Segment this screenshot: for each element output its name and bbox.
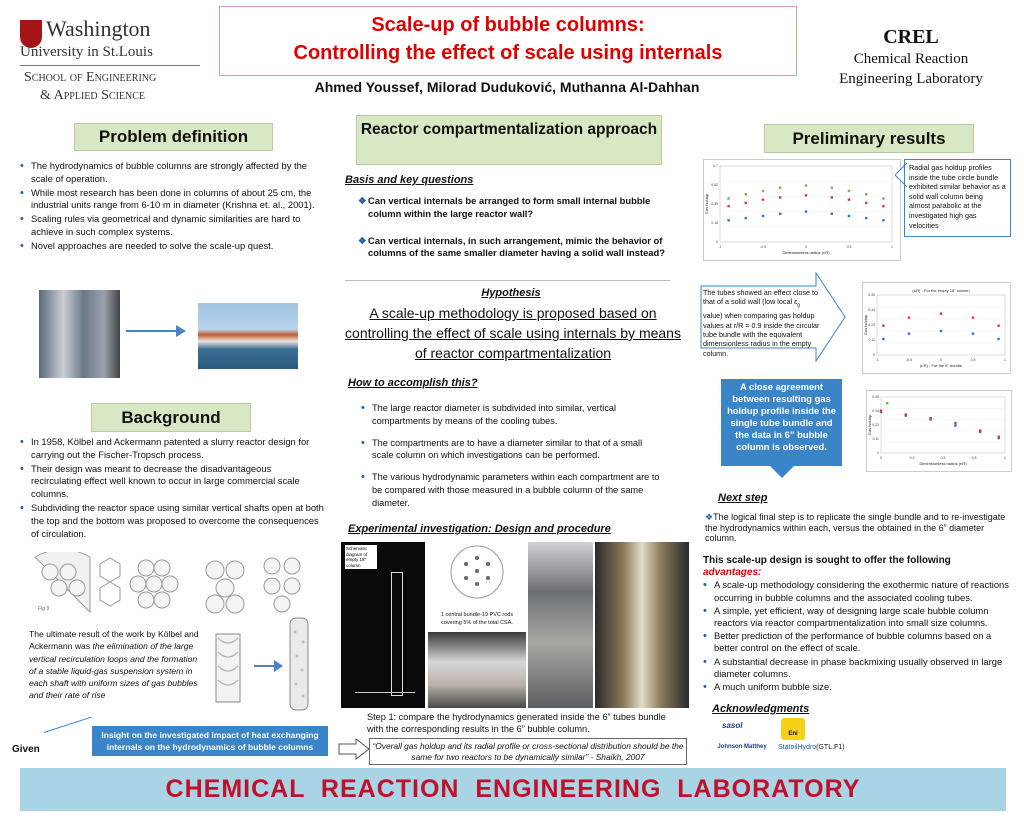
given-connector <box>44 717 92 733</box>
agreement-box <box>721 379 842 466</box>
plot-area <box>877 295 1005 355</box>
crel-line2: Chemical Reaction <box>853 51 969 67</box>
data-point <box>865 202 867 204</box>
data-point <box>954 424 956 426</box>
hypothesis-heading: Hypothesis <box>481 287 541 299</box>
y-tick-label: 0.52 <box>711 183 718 187</box>
data-point <box>929 417 931 419</box>
data-point <box>848 215 850 217</box>
arrow-icon <box>126 330 178 332</box>
approach-heading: Reactor compartmentalization approach <box>356 115 662 165</box>
ack-heading: Acknowledgments <box>712 703 810 715</box>
x-tick-label: 1 <box>1004 358 1006 362</box>
quote-text: “Overall gas holdup and its radial profile or cross-sectional distribution should be the same for two reactors to be dynamically similar” - Shaikh, 2007 <box>372 741 684 762</box>
problem-body <box>19 160 324 254</box>
x-tick-label: -1 <box>718 245 722 249</box>
data-point <box>882 205 884 207</box>
figure-circle <box>42 564 58 580</box>
figure-caption: Fig 9 <box>38 606 50 612</box>
y-axis-label: Gas holdup <box>704 193 709 215</box>
footer-text: CHEMICAL REACTION ENGINEERING LABORATORY <box>165 775 861 803</box>
advantage-bullet: • A substantial decrease in phase backmixing usually observed in large diameter columns. <box>712 656 1013 680</box>
step1-text: Step 1: compare the hydrodynamics generated inside the 6” tubes bundle with the corresponding results in the 6” bubble column. <box>367 712 666 734</box>
gtl-text: (GTL.F1) <box>816 744 845 751</box>
y-tick-label: 0 <box>716 240 718 244</box>
chart-1-svg <box>704 160 900 260</box>
data-point <box>997 324 999 326</box>
how-bullet: • The various hydrodynamic parameters within each compartment are to be compared with those measured in a bubble column of the same diameter. <box>370 471 660 509</box>
result-italic: the elimination of the large vertical recirculation loops and the formation of a stable liquid-gas suspension system in each shaft with uniform sizes of gas bubbles and their rate of rise <box>29 641 198 701</box>
data-point <box>972 332 974 334</box>
title-line2: Controlling the effect of scale using internals <box>293 42 723 64</box>
figure-circle <box>264 558 280 574</box>
advantage-bullet: • A scale-up methodology considering the exothermic nature of reactions occurring in bubble columns and the associated cooling tubes. <box>712 579 1013 603</box>
data-point <box>882 324 884 326</box>
questions <box>360 195 680 260</box>
chart-bundle-vs-6in <box>866 390 1012 472</box>
advantages-body <box>703 555 1013 694</box>
how-body <box>360 402 660 519</box>
callout-radial: Radial gas holdup profiles inside the tube circle bundle exhibited similar behavior as a solid wall column being almost parabolic at the investigated high gas velocities <box>904 159 1011 237</box>
basis-heading: Basis and key questions <box>345 174 474 186</box>
data-point <box>779 213 781 215</box>
data-point <box>979 429 981 431</box>
given-label: Given <box>12 744 40 755</box>
figure-circle <box>154 592 170 608</box>
right-arrow-icon <box>338 738 370 760</box>
results-heading: Preliminary results <box>764 124 974 153</box>
data-point <box>908 332 910 334</box>
data-point <box>908 316 910 318</box>
data-point <box>831 213 833 215</box>
figure-hex-cell <box>100 558 120 582</box>
kolbel-result <box>29 628 201 702</box>
figure-circle <box>138 560 154 576</box>
result-lead: The ultimate result of the work by Kölbel and Ackermann was <box>29 629 199 652</box>
data-point <box>727 197 729 199</box>
y-tick-label: 0.23 <box>868 323 875 327</box>
question-2 <box>360 235 680 261</box>
bundle-label: 1 central bundle-19 PVC rods covering 5% of the total CSA. <box>440 612 514 626</box>
diamond-icon: ❖ <box>358 195 367 206</box>
shaft-reactor-drawing-2 <box>284 612 314 716</box>
data-point <box>779 196 781 198</box>
schematic-base <box>355 692 415 693</box>
y-tick-label: 0.34 <box>872 409 879 413</box>
x-tick-label: 0 <box>805 245 807 249</box>
data-point <box>905 413 907 415</box>
ship-photo <box>198 303 298 369</box>
column-internals-photo <box>595 542 689 708</box>
x-tick-label: 0.8 <box>971 456 977 460</box>
figure-circle <box>284 578 300 594</box>
data-point <box>805 194 807 196</box>
x-tick-label: 0 <box>940 358 942 362</box>
tubes-callout-a: The tubes showed an effect close to that of a solid wall (low local ε <box>703 288 818 307</box>
data-point <box>972 316 974 318</box>
data-point <box>848 198 850 200</box>
figure-circle <box>130 576 146 592</box>
hypothesis-text: A scale-up methodology is proposed based on controlling the effect of scale using internals by means of reactor compartmentalization <box>345 305 681 361</box>
figure-circle <box>138 592 154 608</box>
column-top-photo <box>528 542 593 708</box>
chart-empty-vs-bundle <box>862 282 1011 374</box>
arrow-head-icon <box>274 660 283 672</box>
chart-radial-holdup <box>703 159 901 261</box>
crel-line3: Engineering Laboratory <box>839 71 983 87</box>
data-point <box>882 197 884 199</box>
title-line1: Scale-up of bubble columns: <box>371 14 645 36</box>
y-axis-label: Gas holdup <box>863 314 868 336</box>
background-bullet: • Subdividing the reactor space using similar vertical shafts open at both the top and the bottom was proposed to overcome the consequences of circulation. <box>29 502 324 540</box>
y-tick-label: 0.35 <box>711 202 718 206</box>
question-2-text: Can vertical internals, in such arrangement, mimic the behavior of columns of the same smaller diameter having a solid wall instead? <box>368 234 665 259</box>
logo-applied: & Applied Science <box>40 88 146 103</box>
background-bullet: • Their design was meant to decrease the disadvantageous recirculating effect well known to occur in large commercial scale columns. <box>29 463 324 501</box>
diamond-icon: ❖ <box>358 234 367 246</box>
data-point <box>940 312 942 314</box>
figure-circle <box>216 579 234 597</box>
figure-circle <box>206 561 224 579</box>
question-1 <box>360 195 680 221</box>
figure-circle <box>154 560 170 576</box>
washu-logo <box>20 18 210 106</box>
background-bullet: • In 1958, Kölbel and Ackermann patented a slurry reactor design for carrying out the Fischer-Tropsch process. <box>29 436 324 462</box>
eni-logo <box>781 718 805 740</box>
tubes-callout-sub: g <box>797 302 801 309</box>
x-tick-label: 0.3 <box>909 456 915 460</box>
data-point <box>745 202 747 204</box>
bundle-svg <box>428 542 526 606</box>
data-point <box>831 196 833 198</box>
x-tick-label: 0.5 <box>846 245 852 249</box>
tubes-callout <box>703 288 821 358</box>
arrow-head-icon <box>176 325 186 337</box>
problem-bullet: • While most research has been done in columns of about 25 cm, the industrial units range from 6-10 m in diameter (Krishna et. al., 2001). <box>29 187 324 213</box>
shaft-reactor-drawing-1 <box>208 628 248 708</box>
x-tick-label: -0.5 <box>905 358 913 362</box>
schematic-column <box>391 572 403 696</box>
data-point <box>805 184 807 186</box>
statoil-text: StatoilHydro <box>778 744 817 751</box>
y-tick-label: 0.11 <box>872 437 879 441</box>
logo-school: School of Engineering <box>24 70 157 85</box>
x-tick-label: -0.5 <box>759 245 767 249</box>
data-point <box>779 187 781 189</box>
background-body <box>19 436 324 541</box>
advantage-bullet: • A simple, yet efficient, way of designing large scale bubble column reactors via reactor compartmentalization into small size columns. <box>712 605 1013 629</box>
sasol-logo: sasol <box>722 721 743 730</box>
data-point <box>998 436 1000 438</box>
exp-heading: Experimental investigation: Design and procedure <box>348 523 611 535</box>
bundle-cross-section <box>428 542 526 632</box>
next-text: The logical final step is to replicate the single bundle and to re-investigate the hydrodynamics within each, versus the obtained in the 6” diameter column. <box>705 512 1006 544</box>
diamond-icon: ❖ <box>705 512 714 522</box>
data-point <box>831 187 833 189</box>
figure-circle <box>284 558 300 574</box>
data-point <box>865 193 867 195</box>
data-point <box>805 210 807 212</box>
figure-circle <box>69 580 85 596</box>
adv-lead <box>703 555 1013 579</box>
authors: Ahmed Youssef, Milorad Duduković, Muthanna Al-Dahhan <box>314 79 700 95</box>
data-point <box>886 402 888 404</box>
title-box <box>219 6 797 76</box>
y-tick-label: 0.11 <box>868 338 875 342</box>
x-tick-label: 1 <box>1004 456 1006 460</box>
data-point <box>848 190 850 192</box>
kolbel-figure <box>30 552 310 618</box>
agreement-pointer <box>770 466 794 478</box>
column-photo <box>39 290 120 378</box>
x-tick-label: 0 <box>880 456 882 460</box>
figure-circle <box>146 576 162 592</box>
figure-circle <box>162 576 178 592</box>
data-point <box>745 217 747 219</box>
agreement-text: A close agreement between resulting gas holdup profile inside the single tube bundle and the data in 6” bubble column is observed. <box>727 381 836 452</box>
y-tick-label: 0.7 <box>713 164 718 168</box>
background-heading: Background <box>91 403 251 432</box>
quote-box <box>369 738 687 765</box>
question-1-text: Can vertical internals be arranged to form small internal bubble column within the large reactor wall? <box>368 195 651 219</box>
data-point <box>882 219 884 221</box>
figure-circle <box>226 561 244 579</box>
data-point <box>762 190 764 192</box>
y-tick-label: 0.34 <box>868 308 875 312</box>
arrow-icon <box>254 665 276 667</box>
tubes-callout-b: value) when comparing gas holdup values at r/R = 0.9 inside the circular tube bundle with the equivalent dimensionless radius in the empty column. <box>703 311 820 358</box>
crel-title: CREL <box>883 26 939 48</box>
problem-bullet: • The hydrodynamics of bubble columns are strongly affected by the scale of operation. <box>29 160 324 186</box>
y-axis-label: Gas holdup <box>867 414 872 436</box>
data-point <box>880 409 882 411</box>
chart-2-svg <box>863 283 1010 373</box>
problem-bullet: • Novel approaches are needed to solve the scale-up quest. <box>29 240 324 253</box>
data-point <box>882 338 884 340</box>
figure-circle <box>264 578 280 594</box>
data-point <box>745 193 747 195</box>
data-point <box>940 330 942 332</box>
data-point <box>762 198 764 200</box>
y-tick-label: 0.45 <box>868 293 875 297</box>
next-heading: Next step <box>718 492 768 504</box>
x-axis-label: Dimensionless radius (r/R) <box>782 250 830 255</box>
x-tick-label: -1 <box>875 358 879 362</box>
how-heading: How to accomplish this? <box>348 377 478 389</box>
adv-word: advantages: <box>703 567 762 579</box>
data-point <box>727 219 729 221</box>
divider <box>345 280 670 281</box>
figure-hex-cell <box>100 582 120 606</box>
data-point <box>762 215 764 217</box>
advantage-bullet: • Better prediction of the performance of bubble columns based on a better control on the effect of scale. <box>712 630 1013 654</box>
data-point <box>865 217 867 219</box>
y-tick-label: 0.45 <box>872 395 879 399</box>
y-tick-label: 0.18 <box>711 221 718 225</box>
advantage-bullet: • A much uniform bubble size. <box>712 681 1013 693</box>
eni-logo-text: Eni <box>788 731 798 737</box>
x-axis-label: (r/R) - For the 6" bundle <box>919 363 963 368</box>
figure-circle <box>206 595 224 613</box>
figure-circle <box>51 580 67 596</box>
chart-3-svg <box>867 391 1011 471</box>
chart-title: (r/R) - For the empty 18" column <box>912 288 970 293</box>
next-body <box>705 512 1011 544</box>
how-bullet: • The large reactor diameter is subdivided into similar, vertical compartments by means of the cooling tubes. <box>370 402 660 428</box>
logo-washington: Washington <box>46 16 151 41</box>
schematic-label: Schematic diagram of empty 18" column <box>345 545 377 569</box>
footer-banner <box>20 768 1006 811</box>
data-point <box>954 422 956 424</box>
problem-bullet: • Scaling rules via geometrical and dynamic similarities are hard to achieve in such complex systems. <box>29 213 324 239</box>
data-point <box>997 338 999 340</box>
adv-lead-text: This scale-up design is sought to offer the following <box>703 555 951 566</box>
given-box: Insight on the investigated impact of heat exchanging internals on the hydrodynamics of bubble columns <box>92 726 328 756</box>
bundle-photo <box>428 632 526 708</box>
problem-heading: Problem definition <box>74 123 273 151</box>
y-tick-label: 0 <box>873 353 875 357</box>
column-schematic <box>341 542 425 708</box>
figure-circle <box>226 595 244 613</box>
jm-logo <box>716 744 768 751</box>
logo-university: University in St.Louis <box>20 44 153 60</box>
statoil-logo <box>778 744 845 751</box>
x-tick-label: 0.5 <box>940 456 946 460</box>
y-tick-label: 0.23 <box>872 423 879 427</box>
y-tick-label: 0 <box>877 451 879 455</box>
data-point <box>727 205 729 207</box>
x-tick-label: 0.5 <box>970 358 976 362</box>
jm-logo-text: Johnson Matthey <box>717 744 767 750</box>
crel-block <box>816 26 1006 89</box>
plot-area <box>881 397 1005 453</box>
figure-circle <box>60 564 76 580</box>
x-axis-label: Dimensionless radius (r/R) <box>919 461 967 466</box>
x-tick-label: 1 <box>891 245 893 249</box>
logo-rule <box>20 65 200 66</box>
how-bullet: • The compartments are to have a diameter similar to that of a small scale column on which investigations can be performed. <box>370 437 660 463</box>
figure-circle <box>274 596 290 612</box>
